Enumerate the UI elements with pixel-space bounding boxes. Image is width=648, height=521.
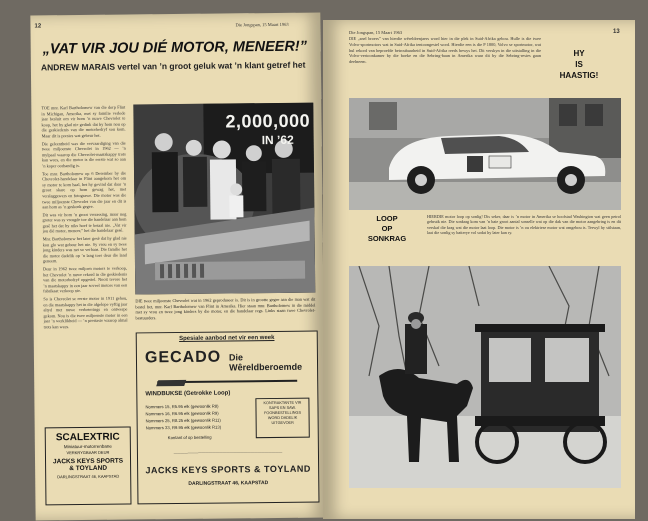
right-page-header: Die Jongspan, 15 Maart 1963: [349, 30, 403, 35]
article-paragraph: So is Chevrolet se eerste motor in 1911 gebou, en die maatskappy het in die afgelope vyftig jaar altyd met nuwe verbeterings en ontwerpe gekom. Nou is die twee miljoenste motor in een jaar ’n werklikheid — ’n prestasie waarop almal trots kan wees.: [43, 295, 128, 330]
article-paragraph: Deur in 1962 twee miljoen motors te verkoop, het Chevrolet ’n nuwe rekord in die geskiedenis van die motorbedryf opgestel. Nooit tevore het ’n maatskappy in een jaar soveel motors van een fabrikaat verkoop nie.: [42, 265, 128, 294]
article-paragraph: Die geleentheid was die vervaardiging van die twee miljoenste Chevrolet in 1962 — ’n mylpaal waarop die Chevrolet-maatskappy trots kan wees, en die motor is die eerste wat so aan ’n koper oorhandig is.: [41, 140, 126, 169]
heading-word: SONKRAG: [367, 234, 407, 243]
gecado-model: Nommers 16, R6.95 elk (gewoonlik R9): [145, 410, 219, 417]
scalextric-store-2: & TOYLAND: [69, 464, 108, 473]
article-paragraph: Dit was vir hom ’n groot verrassing, maar nog groter was sy vreugde toe die handelaar aan hom gesê het dat hy niks hoef te betaal nie. „Vat vir jou dié motor, meneer,” het die handelaar gesê.: [42, 211, 127, 234]
article-paragraph: TOE mnr. Karl Bartholomew van die dorp Flint in Michigan, Amerika, met sy familie verlede jaar besluit om vir hom ’n nuwe Chevrolet te koop, het hy glad nie gedink dat hy hom nou op die geskiedenis van die motorbedryf sou kom. Maar dit is presies wat gebeur het.: [41, 104, 126, 139]
gecado-divider: ———————————————————————————————: [173, 449, 283, 456]
gecado-model: Nommers 25, R8.25 elk (gewoonlik R11): [145, 417, 221, 424]
article-byline: ANDREW MARAIS vertel van ’n groot geluk wat ’n klant getref het: [40, 59, 306, 73]
left-page-number: 12: [34, 23, 42, 30]
police-horse-photo-scene: [349, 266, 621, 488]
left-page: [30, 12, 325, 520]
gecado-product: WINDBUKSE (Getrokke Loop): [145, 390, 231, 398]
photo-banner-sub: IN ’62: [261, 132, 294, 148]
scalextric-brand: SCALEXTRIC: [55, 431, 120, 444]
heading-hy-is-haastig: [549, 48, 609, 81]
gecado-header: Spesiale aanbod net vir een week: [179, 334, 275, 342]
photo-banner-number: 2,000,000: [225, 110, 311, 132]
gecado-payment-note: Kontant of op bestelling: [167, 434, 212, 441]
heading-word: OP: [381, 224, 393, 233]
gecado-contractor-box: KONTRAKTANTE VIR SAPS EN SAW. FOONBESTELLINGS WORD DADELIK UITGEVOER: [255, 398, 309, 439]
scalextric-ad: [45, 427, 132, 506]
scalextric-store: JACKS KEYS SPORTS: [52, 457, 124, 466]
heading-word: IS: [575, 60, 583, 69]
heading-word: LOOP: [376, 214, 398, 223]
left-page-header: Die Jongspan, 15 Maart 1963: [235, 21, 289, 28]
gecado-footer: JACKS KEYS SPORTS & TOYLAND: [145, 463, 311, 476]
gecado-model: Nommers 15, R5.95 elk (gewoonlik R8): [145, 403, 219, 410]
heading-word: HAASTIG!: [559, 71, 599, 80]
scalextric-subline: VERKRYGBAAR DEUR: [66, 449, 110, 456]
gecado-model: Nommers 33, R9.95 elk (gewoonlik R13): [145, 424, 222, 431]
chevrolet-photo: [133, 103, 315, 295]
sonkrag-text: HIERDIE motor loop op sonlig! Dis seker, daar is ’n motor in Amerika se hoofstad Washington wat geen petrol gebruik nie. Die sonkrag kom van ’n baie groot aantal sonselle wat op die dak van die motor aangebring is en dit verskaf die krag wat die motor laat loop. Die motor is ’n ou elektriese motor wat omgebou is. Terwyl hy stilstaan, laai die sonlig sy batterye vol sodat hy later kan ry.: [427, 214, 621, 236]
article-title: „VAT VIR JOU DIÉ MOTOR, MENEER!”: [42, 38, 308, 58]
gecado-brand: GECADO: [144, 348, 222, 367]
photo-caption: DIE twee miljoenste Chevrolet wat in 1962 geproduseer is. Dit is in grootte gegee aan die man wat dit bestel het, mnr. Karl Bartholomew van Flint in Amerika. Hier staan mnr. Bartholomew in die middel met sy vrou en twee jong kinders by die motor, en die handelaar regs. Links staan twee Chevrolet-bestuurders.: [135, 296, 316, 320]
gecado-footer-address: DARLINGSTRAAT 46, KAAPSTAD: [188, 480, 269, 487]
scalextric-address: DARLINGSTRAAT 46, KAAPSTAD: [57, 473, 120, 480]
article-paragraph: Mnr. Bartholomew het later gesê dat hy glad nie kon glo wat gebeur het nie. Sy vrou en sy twee jong kinders was net so verbaas. Die familie het die motor dadelik op ’n lang toer deur die land geneem.: [42, 235, 127, 264]
article-column: [41, 105, 128, 420]
volvo-photo: [349, 98, 621, 210]
heading-loop-op-sonkrag: [357, 214, 417, 244]
gecado-models: [145, 403, 221, 432]
heading-word: HY: [573, 49, 585, 58]
volvo-intro-text: DIE „snel broers” van hierdie wêreldrenjaers word hier in die plek in Suid-Afrika gebou. Hulle is die twee Volvo-sportmotors wat in Suid-Afrika tentoongestel word. Hierdie een is die P 1800, Volvo se sportmotor, wat hul rekord van beproefde betroubaarheid in Suid-Afrika reeds bewys het. Dit verskyn in die uitstalling in die Volvo-vertoonkamer by die boeke en die Sebring-baan in Amerika waar dit by die Sebring-resies gaan deelneem.: [349, 36, 541, 65]
right-page-number: 13: [613, 29, 620, 35]
article-paragraph: Toe mnr. Bartholomew op 6 Desember by die Chevrolet-handelaar in Flint aangekom het om sy motor te kom haal, het hy gevind dat daar ’n groot skare op hom gewag het, met verslaggewers en fotograwe. Die motor was die twee miljoenste Chevrolet van die jaar en dit is aan hom as ’n geskenk gegee.: [41, 170, 127, 210]
gecado-ad: [136, 331, 320, 505]
volvo-photo-scene: [349, 98, 621, 210]
air-rifle-stock-icon: [156, 380, 186, 386]
right-page: [323, 20, 635, 519]
scalextric-subtitle: Miniatuur-motorrenbane: [63, 443, 112, 450]
gecado-slogan: Die Wêreldberoemde: [228, 352, 303, 373]
police-horse-photo: [349, 266, 621, 488]
